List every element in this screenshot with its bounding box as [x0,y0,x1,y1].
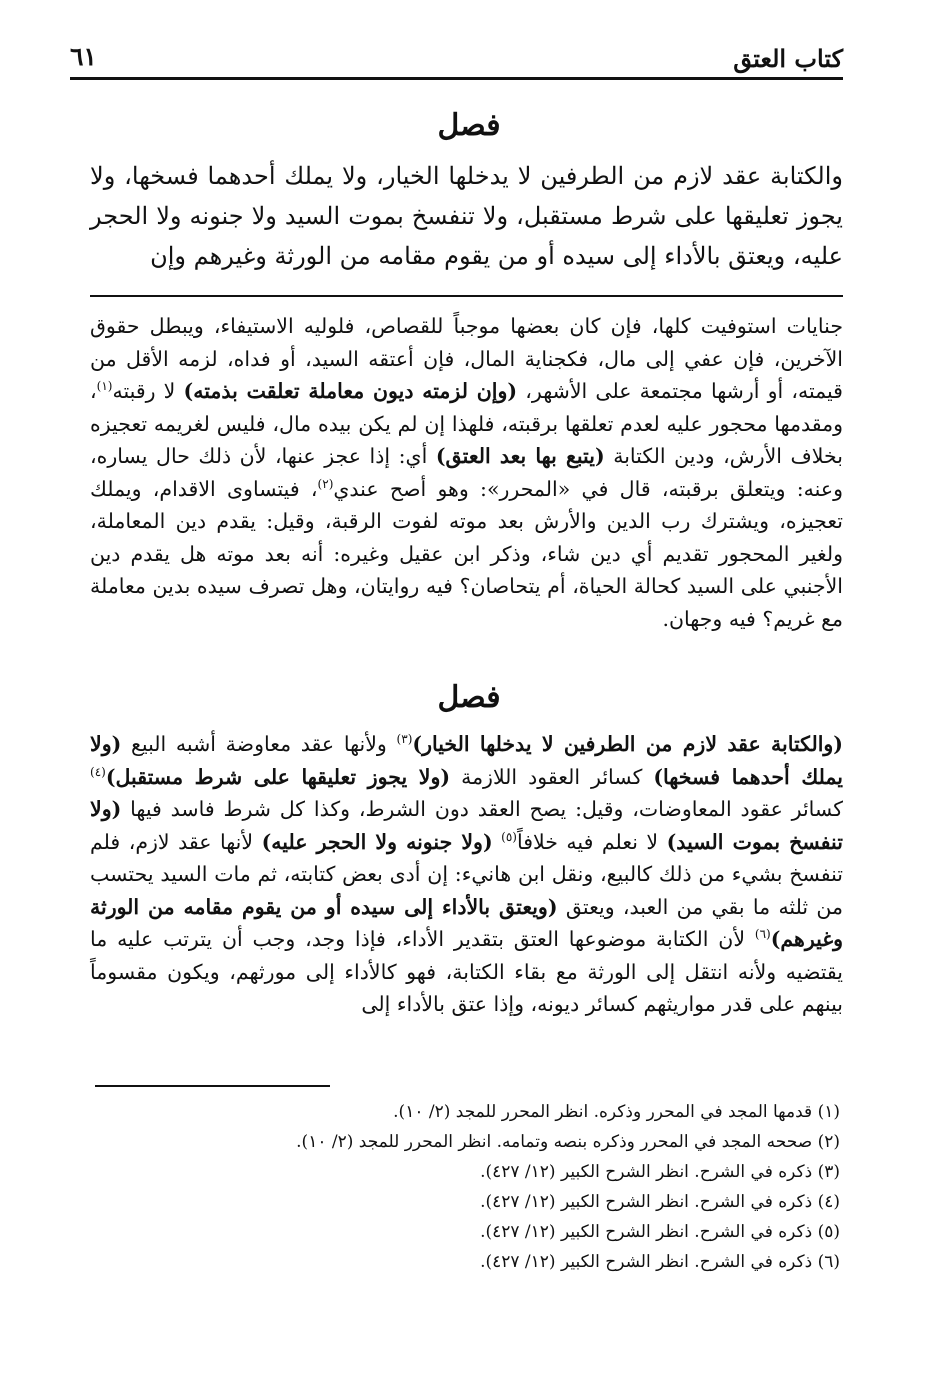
commentary-text: لأن الكتابة موضوعها العتق بتقدير الأداء، فإذا وجد، وجب أن يترتب عليه ما يقتضيه ولأنه انتقل إلى الورثة مع بقاء الكتابة، فهو كالأداء إلى مورثهم، ويكون مقسوماً بينهم على قدر مواريثهم كسائر ديونه، وإذا عتق بالأداء إلى [90,927,843,1016]
commentary-text: ، ومقدمها محجور عليه لعدم تعلقها برقبته، فلهذا إن لم يكن بيده مال، فليس لغريمه تعجيزه بخلاف الأرش، ودين الكتابة [90,379,843,468]
quoted-matn: (والكتابة عقد لازم من الطرفين لا يدخلها الخيار) [412,732,843,756]
quoted-matn: (ولا يجوز تعليقها على شرط مستقبل) [105,764,451,789]
commentary-text: أي: إذا عجز عنها، لأن ذلك حال يساره، وعنه: ويتعلق برقبته، قال في «المحرر»: وهو أصح عندي [90,444,843,501]
commentary-text: لا نعلم فيه خلافاً [516,829,659,854]
quoted-matn: (ولا جنونه ولا الحجر عليه) [261,829,493,854]
footnote-ref: (٣) [396,732,413,747]
commentary-block-2 [90,728,843,1021]
footnote-ref: (٦) [754,927,771,942]
footnotes [90,1097,840,1277]
header-rule [70,77,843,80]
commentary-text: كسائر العقود اللازمة [461,764,643,789]
commentary-text: ولأنها عقد معاوضة أشبه البيع [131,732,387,756]
footnote: (١) قدمها المجد في المحرر وذكره. انظر المحرر للمجد (٢/ ١٠). [393,1102,840,1122]
footnote-separator [95,1085,330,1087]
matn-text [90,156,843,276]
matn-paragraph: والكتابة عقد لازم من الطرفين لا يدخلها الخيار، ولا يملك أحدهما فسخها، ولا يجوز تعليقها على شرط مستقبل، ولا تنفسخ بموت السيد ولا جنونه ولا الحجر عليه، ويعتق بالأداء إلى سيده أو من يقوم مقامه من الورثة وغيرهم وإن [90,162,843,270]
footnote-ref: (٥) [501,829,517,844]
commentary-text: جنايات استوفيت كلها، فإن كان بعضها موجباً للقصاص، فلوليه الاستيفاء، ويبطل حقوق الآخرين، فإن عفي إلى مال، فكجناية المال، فإن أعتقه السيد، أو فداه، لزمه الأقل من قيمته، أو أرشها مجتمعة على الأشهر، [90,314,843,403]
footnote-ref: (١) [96,379,113,394]
footnote: (٢) صححه المجد في المحرر وذكره بنصه وتمامه. انظر المحرر للمجد (٢/ ١٠). [296,1132,840,1152]
footnote-ref: (٤) [90,764,106,779]
commentary-text: ، فيتساوى الاقدام، ويملك تعجيزه، ويشترك رب الدين والأرش بعد موته لفوت الرقبة، وقيل: يقدم دين المعاملة، ولغير المحجور تقديم أي دين شاء، وذكر ابن عقيل وغيره: أنه بعد موته هل يقدم دين الأجنبي على السيد كحالة الحياة، أم يتحاصان؟ فيه روايتان، وهل تصرف سيده بدين معاملة مع غريم؟ فيه وجهان. [90,476,843,631]
commentary-text: كسائر عقود المعاوضات، وقيل: يصح العقد دون الشرط، وكذا كل شرط فاسد فيها [130,797,843,821]
commentary-block-1 [90,310,843,635]
commentary-text: لا رقبته [112,379,176,403]
commentary-text: لأنها عقد لازم، فلم تنفسخ بشيء من ذلك كالبيع، ونقل ابن هانيء: إن أدى بعض كتابته، ثم مات السيد يحتسب من ثلثه ما بقي من العبد، ويعتق [90,829,843,919]
section-heading-2: فصل [437,680,501,715]
matn-separator [90,295,843,297]
running-header [70,40,843,80]
section-heading-1: فصل [437,108,501,143]
footnote-ref: (٢) [317,476,334,491]
quoted-matn: (ولا تنفسخ بموت السيد) [90,797,843,854]
quoted-matn: (ولا يملك أحدهما فسخها) [90,732,843,789]
page-number: ٦١ [70,42,97,71]
footnote: (٦) ذكره في الشرح. انظر الشرح الكبير (١٢/ ٤٢٧). [480,1252,840,1272]
quoted-matn: (يتبع بها بعد العتق) [435,444,605,468]
quoted-matn: (ويعتق بالأداء إلى سيده أو من يقوم مقامه من الورثة وغيرهم) [90,894,843,951]
footnote: (٣) ذكره في الشرح. انظر الشرح الكبير (١٢/ ٤٢٧). [480,1162,840,1182]
quoted-matn: (وإن لزمته ديون معاملة تعلقت بذمته) [183,379,518,403]
commentary-paragraph [90,310,843,635]
footnote: (٥) ذكره في الشرح. انظر الشرح الكبير (١٢/ ٤٢٧). [480,1222,840,1242]
book-title: كتاب العتق [733,44,843,73]
commentary-paragraph [90,728,843,1021]
footnote: (٤) ذكره في الشرح. انظر الشرح الكبير (١٢/ ٤٢٧). [480,1192,840,1212]
